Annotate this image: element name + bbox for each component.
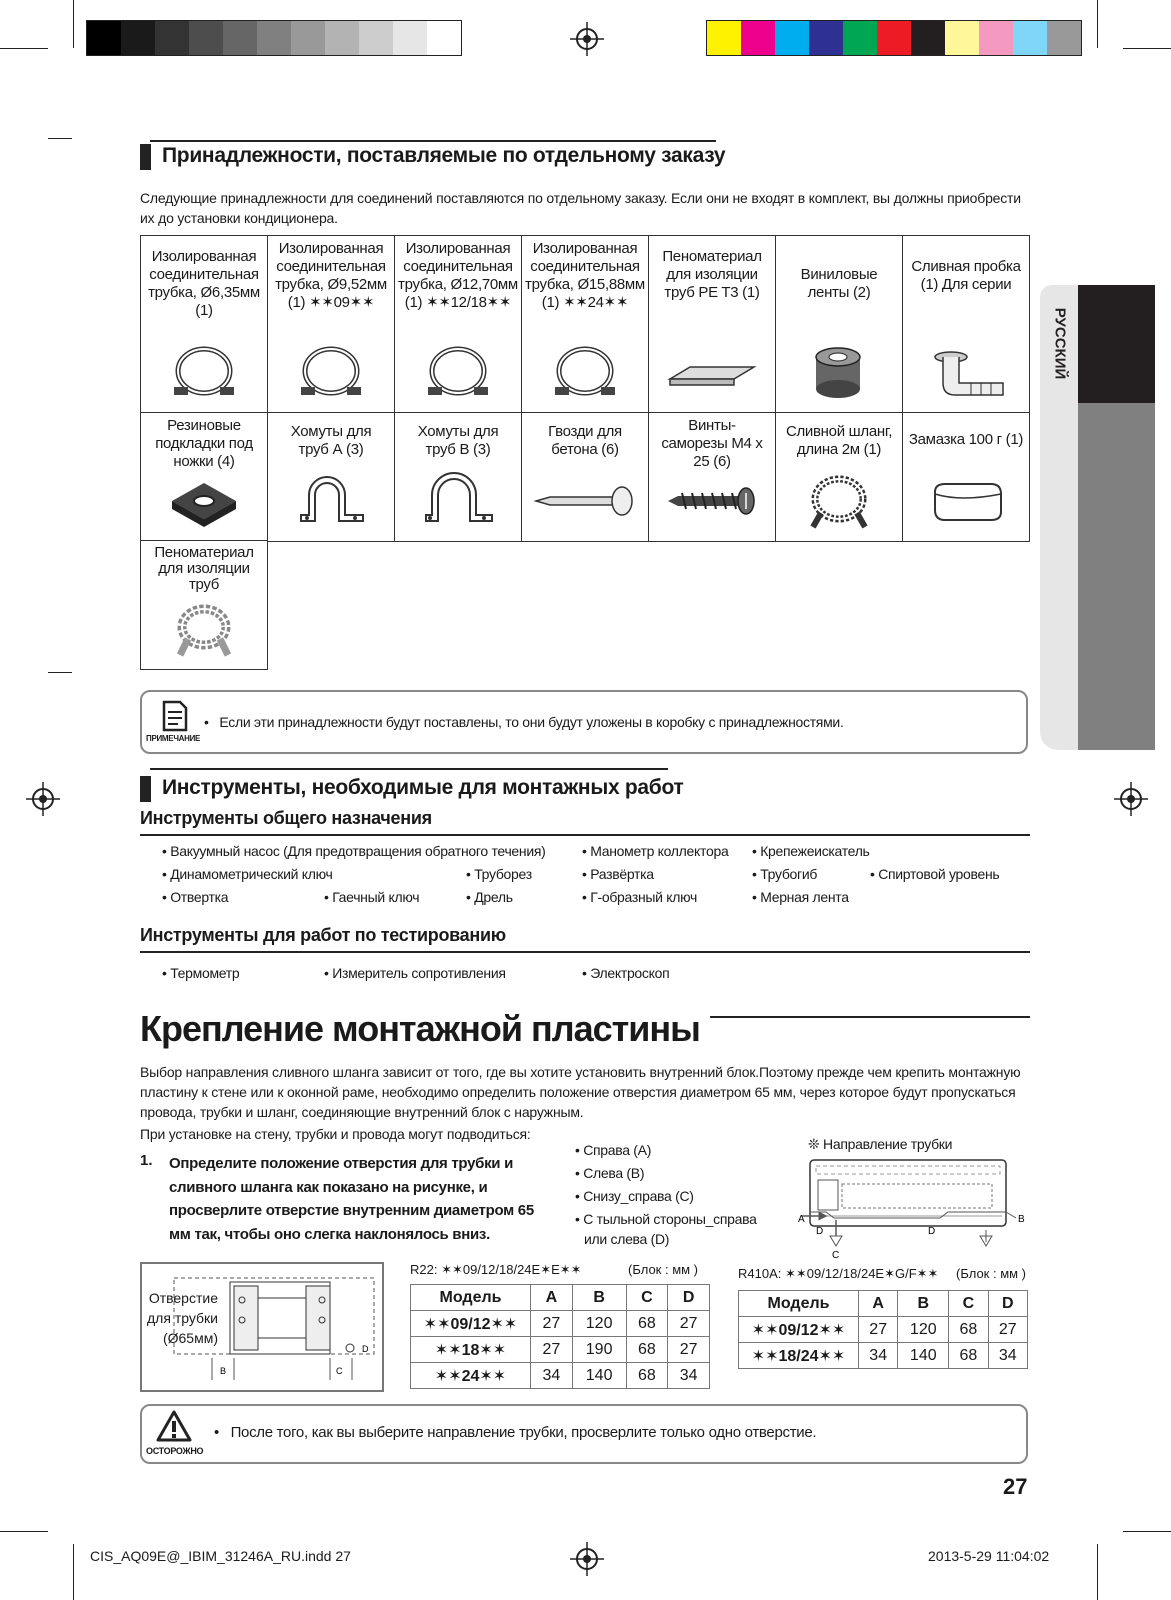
accessory-label: Изолированная соединительная трубка, Ø15,88мм (1) ✶✶24✶✶ (525, 240, 645, 311)
accessory-label: Изолированная соединительная трубка, Ø9,52мм (1) ✶✶09✶✶ (275, 240, 387, 311)
color-swatch (427, 21, 461, 55)
crop-mark (1097, 1544, 1098, 1600)
tool-item: • Измеритель сопротивления (324, 965, 506, 981)
crop-mark (48, 138, 72, 139)
accessory-cell (394, 235, 522, 414)
section-rule (710, 1016, 1030, 1018)
note-label: ПРИМЕЧАНИЕ (146, 734, 201, 743)
crop-mark (1123, 48, 1171, 49)
color-swatch (843, 21, 877, 55)
table-cell: ✶✶24✶✶ (411, 1363, 531, 1389)
table-cell: 34 (668, 1363, 710, 1389)
registration-mark-icon (570, 22, 604, 56)
accessory-cell (521, 235, 649, 414)
putty-icon (903, 469, 1029, 533)
pipe-coil-icon (141, 341, 267, 405)
accessory-label: Хомуты для труб B (3) (417, 423, 499, 458)
accessory-cell (140, 412, 268, 542)
note-icon (160, 700, 190, 732)
tool-item: • Термометр (162, 965, 240, 981)
table-header-cell: C (949, 1291, 988, 1317)
crop-mark (73, 0, 74, 48)
table-cell: 68 (626, 1337, 668, 1363)
color-swatch (393, 21, 427, 55)
table-cell: 68 (949, 1343, 988, 1369)
color-swatch (291, 21, 325, 55)
crop-mark (1123, 1531, 1171, 1532)
accessory-cell (140, 540, 268, 670)
table-cell: ✶✶18/24✶✶ (739, 1343, 859, 1369)
plate-drawing (172, 1268, 382, 1388)
color-swatch (223, 21, 257, 55)
table-cell: ✶✶18✶✶ (411, 1337, 531, 1363)
accessory-cell (140, 235, 268, 414)
accessories-intro: Следующие принадлежности для соединений поставляются по отдельному заказу. Если они не входят в комплект, вы должны приобрести их до установки кондиционера. (140, 190, 1021, 226)
table-header-cell: A (859, 1291, 898, 1317)
accessory-label: Винты-саморезы M4 x 25 (6) (661, 417, 763, 470)
color-calibration-bar (706, 20, 1082, 56)
table-cell: 27 (988, 1317, 1027, 1343)
language-side-tab (1040, 285, 1155, 750)
table-cell: 27 (859, 1317, 898, 1343)
pipe-direction-diagram (790, 1158, 1030, 1260)
registration-mark-icon (1114, 782, 1148, 816)
table-cell: 27 (668, 1311, 710, 1337)
accessory-label: Виниловые ленты (2) (800, 266, 878, 301)
table-cell: 34 (531, 1363, 573, 1389)
mounting-plate-diagram (140, 1262, 384, 1392)
table-header-cell: D (988, 1291, 1027, 1317)
color-swatch (359, 21, 393, 55)
table-header-row (739, 1291, 1028, 1317)
color-swatch (155, 21, 189, 55)
accessory-label: Пеноматериал для изоляции труб (154, 544, 254, 593)
color-swatch (189, 21, 223, 55)
svg-text:D: D (816, 1226, 824, 1237)
accessory-cell (521, 412, 649, 542)
accessory-cell (267, 412, 395, 542)
accessory-label: Гвозди для бетона (6) (548, 423, 622, 458)
color-swatch (809, 21, 843, 55)
footer-date: 2013-5-29 11:04:02 (928, 1548, 1050, 1564)
color-swatch (87, 21, 121, 55)
color-swatch (121, 21, 155, 55)
note-box (140, 690, 1028, 754)
color-swatch (1013, 21, 1047, 55)
tool-item: • Трубогиб (752, 866, 818, 882)
test-tools-title: Инструменты для работ по тестированию (140, 925, 506, 945)
table-header-cell: A (531, 1285, 573, 1311)
table-header-cell: C (626, 1285, 668, 1311)
table-cell: 190 (572, 1337, 626, 1363)
caution-box (140, 1404, 1028, 1464)
accessory-cell (267, 235, 395, 414)
mounting-intro: Выбор направления сливного шланга зависит от того, где вы хотите установить внутренний блок.Поэтому прежде чем крепить монтажную пластину к стене или к оконной раме, необходимо определить положение отверстия диаметром 65 мм, через которое будут пропускаться провода, трубки и шланг, соединяющие внутренний блок с наружным. (140, 1064, 1021, 1120)
svg-text:C: C (336, 1366, 343, 1376)
color-swatch (911, 21, 945, 55)
accessory-label: Сливная пробка (1) Для серии (911, 258, 1021, 293)
section-rule (140, 951, 1030, 953)
crop-mark (73, 1544, 74, 1600)
foam-sheet-icon (649, 341, 775, 405)
table1-unit: (Блок : мм ) (628, 1262, 699, 1277)
tool-item: • Крепежеискатель (752, 843, 870, 859)
footer-file: CIS_AQ09E@_IBIM_31246A_RU.indd 27 (90, 1548, 351, 1564)
table-cell: 34 (988, 1343, 1027, 1369)
svg-text:B: B (1018, 1214, 1025, 1225)
accessory-label: Сливной шланг, длина 2м (1) (785, 423, 893, 458)
caution-text-content: После того, как вы выберите направление трубки, просверлите только одно отверстие. (230, 1424, 817, 1441)
mounting-intro-2: При установке на стену, трубки и провода могут подводиться: (140, 1126, 531, 1142)
hole-label-line: (Ø65мм) (162, 1330, 218, 1346)
step-number: 1. (140, 1152, 153, 1169)
tool-item: • Электроскоп (582, 965, 670, 981)
svg-text:C: C (832, 1250, 840, 1260)
table-cell: 68 (949, 1317, 988, 1343)
color-swatch (877, 21, 911, 55)
crop-mark (1097, 0, 1098, 48)
table-row (411, 1363, 710, 1389)
color-swatch (707, 21, 741, 55)
accessory-label: Изолированная соединительная трубка, Ø6,35мм (1) (148, 248, 260, 319)
direction-item: • С тыльной стороны_справа (575, 1211, 757, 1227)
tool-item: • Отвертка (162, 889, 229, 905)
color-swatch (741, 21, 775, 55)
table-cell: 34 (859, 1343, 898, 1369)
direction-item: или слева (D) (584, 1231, 670, 1247)
color-swatch (979, 21, 1013, 55)
screw-icon (649, 469, 775, 533)
pipe-direction-label: ❊ Направление трубки (808, 1136, 953, 1152)
page-number: 27 (1003, 1474, 1028, 1499)
crop-mark (0, 1531, 48, 1532)
pipe-coil-icon (268, 341, 394, 405)
section-rule (140, 834, 1030, 836)
pipe-clamp-icon (395, 469, 521, 533)
table-cell: 68 (626, 1311, 668, 1337)
warning-icon (156, 1410, 192, 1442)
table-cell: ✶✶09/12✶✶ (739, 1317, 859, 1343)
accessory-cell (648, 412, 776, 542)
table-header-cell: D (668, 1285, 710, 1311)
table2-unit: (Блок : мм ) (956, 1266, 1027, 1281)
table-row (739, 1343, 1028, 1369)
accessory-cell (902, 412, 1030, 542)
direction-item: • Слева (B) (575, 1165, 645, 1181)
tool-item: • Спиртовой уровень (870, 866, 1000, 882)
pipe-coil-icon (522, 341, 648, 405)
accessory-label: Пеноматериал для изоляции труб PE T3 (1) (662, 248, 762, 301)
general-tools-title: Инструменты общего назначения (140, 808, 432, 828)
grayscale-calibration-bar (86, 20, 462, 56)
table-header-cell: Модель (739, 1291, 859, 1317)
pipe-clamp-icon (268, 469, 394, 533)
table2-caption: R410A: ✶✶09/12/18/24E✶G/F✶✶ (738, 1266, 939, 1281)
table-header-row (411, 1285, 710, 1311)
accessory-label: Изолированная соединительная трубка, Ø12,70мм (1) ✶✶12/18✶✶ (398, 240, 518, 311)
svg-text:A: A (798, 1214, 805, 1225)
tool-item: • Гаечный ключ (324, 889, 420, 905)
table-header-cell: B (572, 1285, 626, 1311)
crop-mark (48, 672, 72, 673)
accessory-cell (902, 235, 1030, 414)
tool-item: • Г-образный ключ (582, 889, 698, 905)
svg-text:D: D (362, 1344, 369, 1354)
color-swatch (325, 21, 359, 55)
accessory-label: Замазка 100 г (1) (908, 431, 1024, 448)
table-header-cell: Модель (411, 1285, 531, 1311)
table-cell: 68 (626, 1363, 668, 1389)
table-cell: 27 (531, 1337, 573, 1363)
table-cell: 120 (572, 1311, 626, 1337)
note-text-content: Если эти принадлежности будут поставлены, то они будут уложены в коробку с принадлежностями. (219, 714, 844, 730)
section-title-accessories: Принадлежности, поставляемые по отдельному заказу (140, 142, 725, 170)
color-swatch (1047, 21, 1081, 55)
section-rule (150, 768, 668, 770)
rubber-pad-icon (141, 469, 267, 533)
color-swatch (945, 21, 979, 55)
table-cell: ✶✶09/12✶✶ (411, 1311, 531, 1337)
nail-icon (522, 469, 648, 533)
table-row (411, 1337, 710, 1363)
language-label: РУССКИЙ (1051, 307, 1069, 380)
mounting-plate-title: Крепление монтажной пластины (140, 1008, 700, 1049)
drain-hose-icon (776, 469, 902, 533)
table-r410a (738, 1290, 1028, 1369)
table-row (739, 1317, 1028, 1343)
crop-mark (0, 48, 48, 49)
caution-label: ОСТОРОЖНО (146, 1446, 204, 1456)
tool-item: • Труборез (466, 866, 532, 882)
table-cell: 120 (898, 1317, 949, 1343)
direction-item: • Снизу_справа (C) (575, 1188, 694, 1204)
direction-item: • Справа (A) (575, 1142, 652, 1158)
svg-text:B: B (220, 1366, 227, 1376)
accessory-cell (394, 412, 522, 542)
tool-item: • Манометр коллектора (582, 843, 729, 859)
table-cell: 140 (572, 1363, 626, 1389)
hole-label-line: для трубки (147, 1310, 218, 1326)
color-swatch (775, 21, 809, 55)
section-rule (150, 140, 716, 142)
color-swatch (257, 21, 291, 55)
accessory-label: Резиновые подкладки под ножки (4) (155, 417, 253, 470)
hole-label-line: Отверстие (148, 1290, 218, 1306)
pipe-coil-icon (395, 341, 521, 405)
table-cell: 140 (898, 1343, 949, 1369)
tool-item: • Вакуумный насос (Для предотвращения обратного течения) (162, 843, 546, 859)
svg-text:D: D (928, 1226, 936, 1237)
table1-caption: R22: ✶✶09/12/18/24E✶E✶✶ (410, 1262, 582, 1277)
registration-mark-icon (26, 782, 60, 816)
registration-mark-icon (570, 1542, 604, 1576)
tool-item: • Динамометрический ключ (162, 866, 333, 882)
note-text: • Если эти принадлежности будут поставлены, то они будут уложены в коробку с принадлежностями. (204, 714, 844, 730)
accessory-label: Хомуты для труб А (3) (290, 423, 372, 458)
tape-roll-icon (776, 341, 902, 405)
table-header-cell: B (898, 1291, 949, 1317)
step-text: Определите положение отверстия для трубки и сливного шланга как показано на рисунке, и просверлите отверстие внутренним диаметром 65 мм так, чтобы оно слегка наклонялось вниз. (169, 1155, 534, 1243)
drain-plug-icon (903, 341, 1029, 405)
table-r22 (410, 1284, 710, 1389)
tool-item: • Мерная лента (752, 889, 849, 905)
table-cell: 27 (531, 1311, 573, 1337)
tool-item: • Развёртка (582, 866, 654, 882)
table-row (411, 1311, 710, 1337)
accessory-cell (775, 412, 903, 542)
section-title-tools: Инструменты, необходимые для монтажных работ (140, 774, 683, 802)
accessory-cell (775, 235, 903, 414)
tool-item: • Дрель (466, 889, 513, 905)
table-cell: 27 (668, 1337, 710, 1363)
accessory-cell (648, 235, 776, 414)
insulation-foam-icon (141, 597, 267, 661)
caution-text: • После того, как вы выберите направление трубки, просверлите только одно отверстие. (214, 1424, 817, 1441)
